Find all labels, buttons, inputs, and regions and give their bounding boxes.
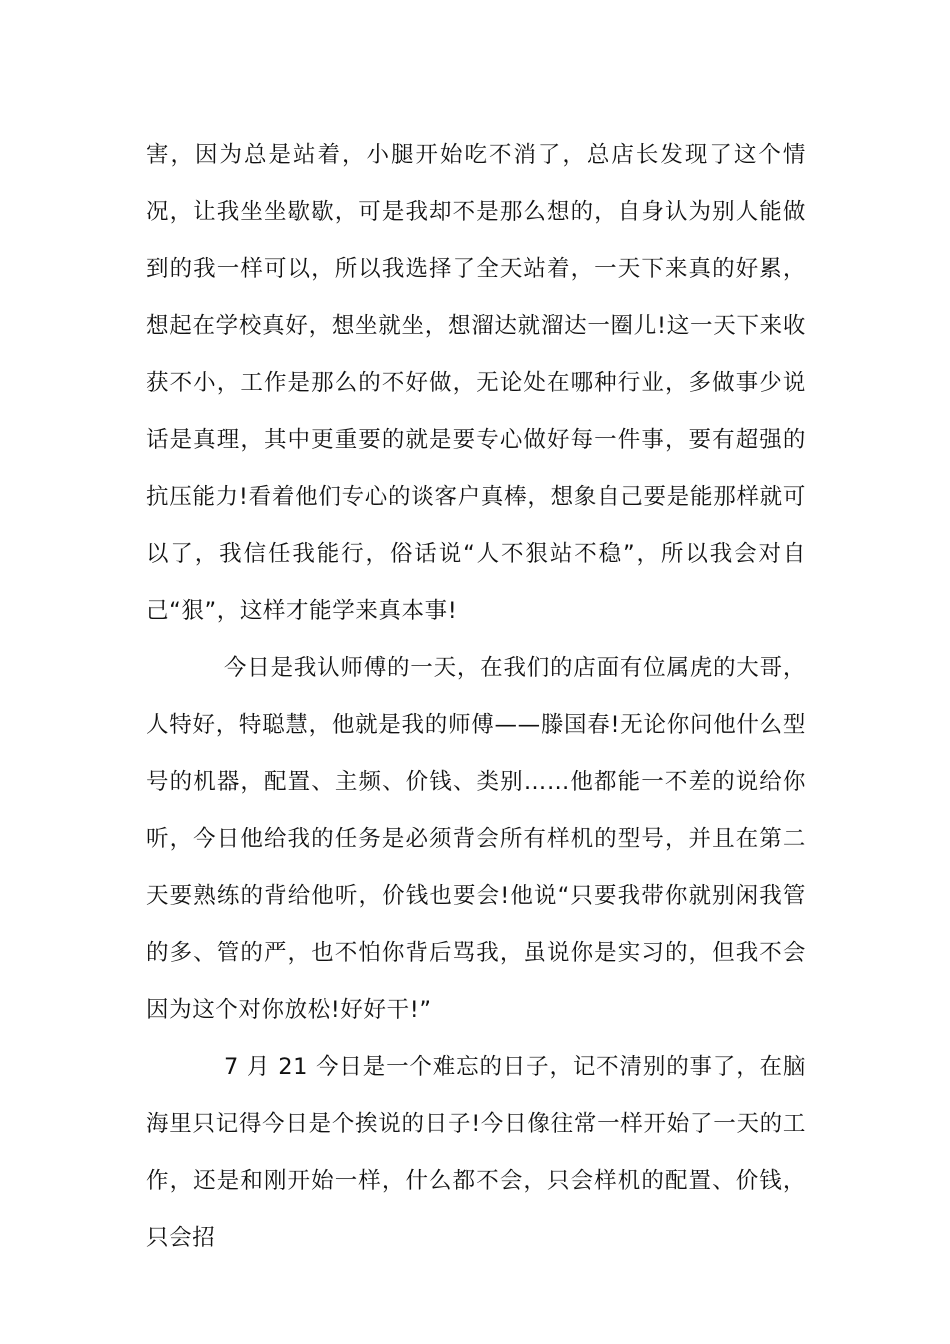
paragraph-3: 7 月 21 今日是一个难忘的日子，记不清别的事了，在脑海里只记得今日是个挨说的日子!今日像往常一样开始了一天的工作，还是和刚开始一样，什么都不会，只会样机的配置、价钱，只会招	[146, 1054, 806, 1251]
paragraph-2: 今日是我认师傅的一天，在我们的店面有位属虎的大哥，人特好，特聪慧，他就是我的师傅——滕国春!无论你问他什么型号的机器，配置、主频、价钱、类别……他都能一不差的说给你听，今日他给我的任务是必须背会所有样机的型号，并且在第二天要熟练的背给他听，价钱也要会!他说“只要我带你就别闲我管的多、管的严，也不怕你背后骂我，虽说你是实习的，但我不会因为这个对你放松!好好干!”	[146, 655, 806, 1023]
document-body	[146, 127, 806, 1267]
paragraph-1: 害，因为总是站着，小腿开始吃不消了，总店长发现了这个情况，让我坐坐歇歇，可是我却不是那么想的，自身认为别人能做到的我一样可以，所以我选择了全天站着，一天下来真的好累，想起在学校真好，想坐就坐，想溜达就溜达一圈儿!这一天下来收获不小，工作是那么的不好做，无论处在哪种行业，多做事少说话是真理，其中更重要的就是要专心做好每一件事，要有超强的抗压能力!看着他们专心的谈客户真棒，想象自己要是能那样就可以了，我信任我能行，俗话说“人不狠站不稳”，所以我会对自己“狠”，这样才能学来真本事!	[146, 142, 806, 624]
